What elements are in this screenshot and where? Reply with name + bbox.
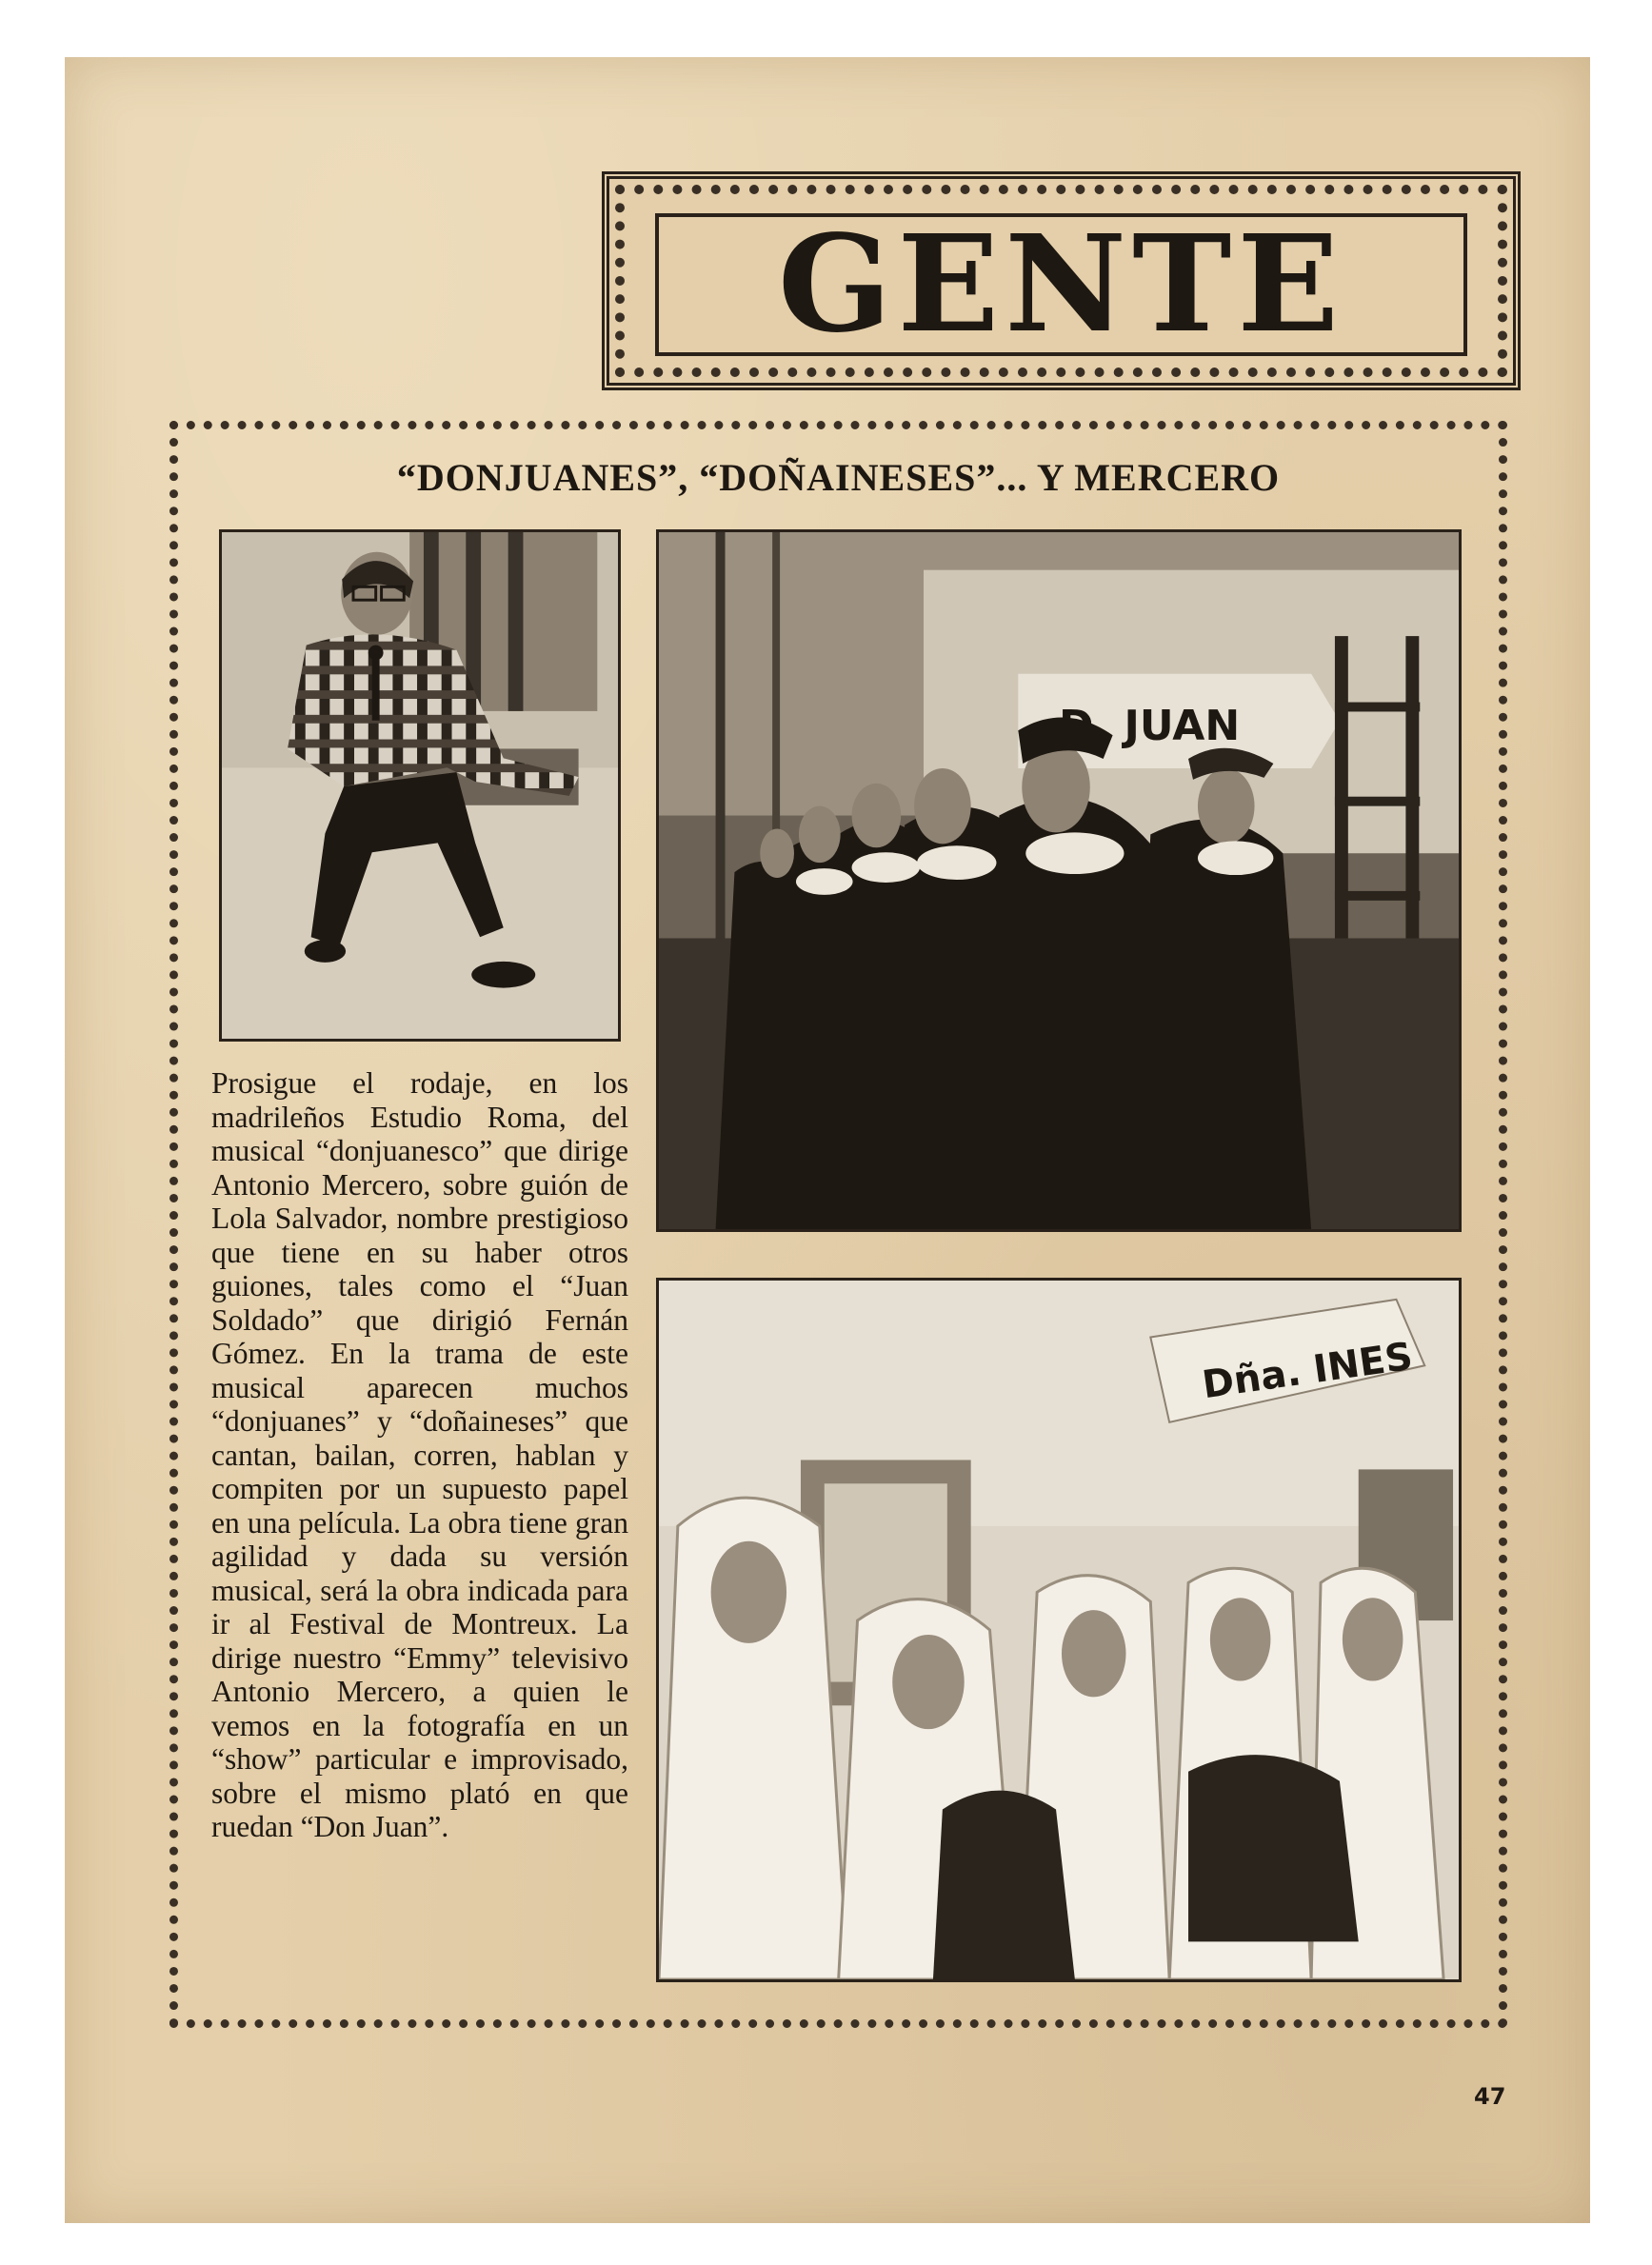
photo-director-image [222,532,618,1039]
masthead [602,171,1521,390]
photo-donaineses [656,1278,1462,1982]
masthead-title: GENTE [655,213,1467,356]
photo-donjuanes-image [659,532,1459,1229]
page-number: 47 [1474,2083,1506,2110]
article-headline: “DONJUANES”, “DOÑAINESES”... Y MERCERO [396,456,1281,499]
article-body: Prosigue el rodaje, en los madrileños Estudio Roma, del musical “donjuanesco” que dirige Antonio Mercero, sobre guión de Lola Salvador, nombre prestigioso que tiene en su haber otros guiones, tales como el “Juan Soldado” que dirigió Fernán Gómez. En la trama de este musical aparecen muchos “donjuanes” y “doñaineses” que cantan, bailan, corren, hablan y compiten por un supuesto papel en una película. La obra tiene gran agilidad y dada su versión musical, será la obra indicada para ir al Festival de Montreux. La dirige nuestro “Emmy” televisivo Antonio Mercero, a quien le vemos en la fotografía en un “show” particular e improvisado, sobre el mismo plató en que ruedan “Don Juan”. [211,1066,628,1843]
sign-dna-ines: Dña. INES [1199,1334,1416,1408]
photo-donjuanes [656,529,1462,1232]
photo-director-kneeling [219,529,621,1042]
sign-d-juan: D. JUAN [1059,702,1241,750]
